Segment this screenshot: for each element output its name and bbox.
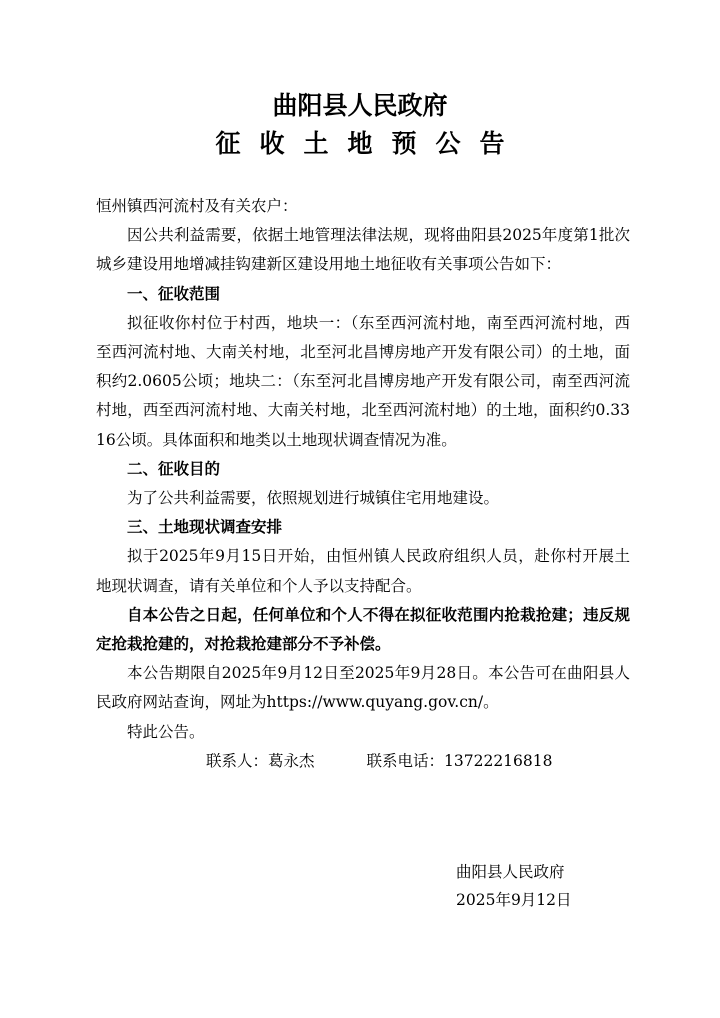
section-text-survey: 拟于2025年9月15日开始，由恒州镇人民政府组织人员，赴你村开展土地现状调查，请有关单位和个人予以支持配合。 [96,547,630,595]
notice-body [96,192,630,776]
intro-paragraph: 因公共利益需要，依据土地管理法律法规，现将曲阳县2025年度第1批次城乡建设用地增减挂钩建新区建设用地土地征收有关事项公告如下： [96,226,630,274]
issuing-organization: 曲阳县人民政府 [272,91,448,120]
section-text-purpose: 为了公共利益需要，依照规划进行城镇住宅用地建设。 [127,489,500,508]
warning-paragraph: 自本公告之日起，任何单位和个人不得在拟征收范围内抢栽抢建；违反规定抢栽抢建的，对抢栽抢建部分不予补偿。 [96,605,630,654]
salutation: 恒州镇西河流村及有关农户： [96,197,298,215]
section-heading-survey: 三、土地现状调查安排 [127,518,283,537]
contact-phone: 联系电话：13722216818 [366,751,553,770]
notice-title: 征收土地预公告 [215,129,524,158]
contact-line [96,747,630,776]
closing-line: 特此公告。 [127,722,205,741]
section-heading-scope: 一、征收范围 [127,284,221,303]
contact-person: 联系人：葛永杰 [206,751,315,770]
signature-organization: 曲阳县人民政府 [456,863,565,881]
signature-block [456,858,572,914]
period-paragraph: 本公告期限自2025年9月12日至2025年9月28日。本公告可在曲阳县人民政府网站查询，网址为https://www.quyang.gov.cn/。 [96,664,630,712]
signature-date: 2025年9月12日 [456,891,572,909]
section-text-scope: 拟征收你村位于村西，地块一：（东至西河流村地，南至西河流村地，西至西河流村地、大南关村地，北至河北昌博房地产开发有限公司）的土地，面积约2.0605公顷；地块二：（东至河北昌博房地产开发有限公司，南至西河流村地，西至西河流村地、大南关村地，北至西河流村地）的土地，面积约0.3316公顷。具体面积和地类以土地现状调查情况为准。 [96,313,630,449]
section-heading-purpose: 二、征收目的 [127,459,221,478]
